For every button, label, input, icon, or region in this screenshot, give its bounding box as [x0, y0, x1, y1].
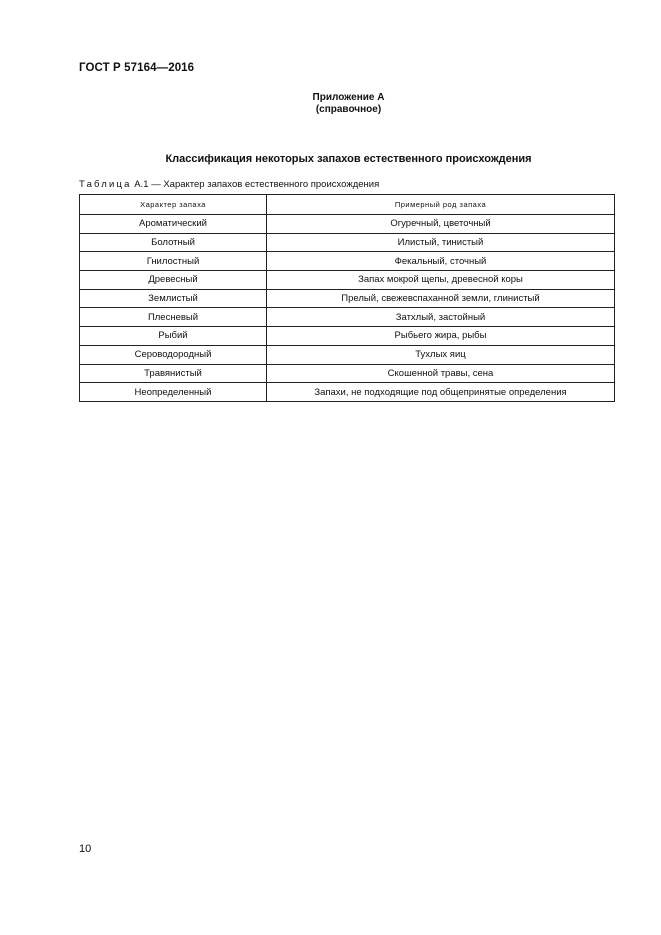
- table-cell-odor-kind: Скошенной травы, сена: [267, 364, 615, 383]
- annex-heading: [0, 92, 661, 116]
- table-row: [80, 327, 615, 346]
- table-cell-odor-character: Землистый: [80, 289, 267, 308]
- table-cell-odor-character: Древесный: [80, 271, 267, 290]
- table-row: [80, 252, 615, 271]
- table-row: [80, 289, 615, 308]
- table-caption-text: А.1 — Характер запахов естественного происхождения: [131, 179, 380, 190]
- table-caption: [79, 179, 379, 190]
- table-row: [80, 383, 615, 402]
- table-cell-odor-kind: Затхлый, застойный: [267, 308, 615, 327]
- table-row: [80, 308, 615, 327]
- table-cell-odor-character: Травянистый: [80, 364, 267, 383]
- table-cell-odor-kind: Запахи, не подходящие под общепринятые определения: [267, 383, 615, 402]
- table-cell-odor-kind: Прелый, свежевспаханной земли, глинистый: [267, 289, 615, 308]
- odor-classification-table: [79, 194, 615, 402]
- table-cell-odor-character: Плесневый: [80, 308, 267, 327]
- annex-title: Приложение А: [312, 92, 385, 103]
- table-header-row: [80, 195, 615, 215]
- table-cell-odor-kind: Рыбьего жира, рыбы: [267, 327, 615, 346]
- table-row: [80, 364, 615, 383]
- table-cell-odor-character: Рыбий: [80, 327, 267, 346]
- table-cell-odor-kind: Запах мокрой щепы, древесной коры: [267, 271, 615, 290]
- section-title: Классификация некоторых запахов естественного происхождения: [165, 153, 532, 165]
- table-row: [80, 345, 615, 364]
- table-cell-odor-character: Неопределенный: [80, 383, 267, 402]
- table-cell-odor-kind: Тухлых яиц: [267, 345, 615, 364]
- annex-type: (справочное): [315, 104, 382, 115]
- table-cell-odor-character: Болотный: [80, 233, 267, 252]
- table-cell-odor-character: Сероводородный: [80, 345, 267, 364]
- column-header-odor-character: Характер запаха: [80, 195, 267, 215]
- table-cell-odor-kind: Огуречный, цветочный: [267, 215, 615, 234]
- table-cell-odor-character: Гнилостный: [80, 252, 267, 271]
- column-header-odor-kind: Примерный род запаха: [267, 195, 615, 215]
- table-row: [80, 271, 615, 290]
- table-row: [80, 215, 615, 234]
- standard-designation: ГОСТ Р 57164—2016: [79, 62, 195, 74]
- table-caption-prefix: Таблица: [79, 179, 132, 190]
- table-row: [80, 233, 615, 252]
- table-cell-odor-kind: Илистый, тинистый: [267, 233, 615, 252]
- page-number: 10: [79, 843, 92, 855]
- table-cell-odor-kind: Фекальный, сточный: [267, 252, 615, 271]
- table-cell-odor-character: Ароматический: [80, 215, 267, 234]
